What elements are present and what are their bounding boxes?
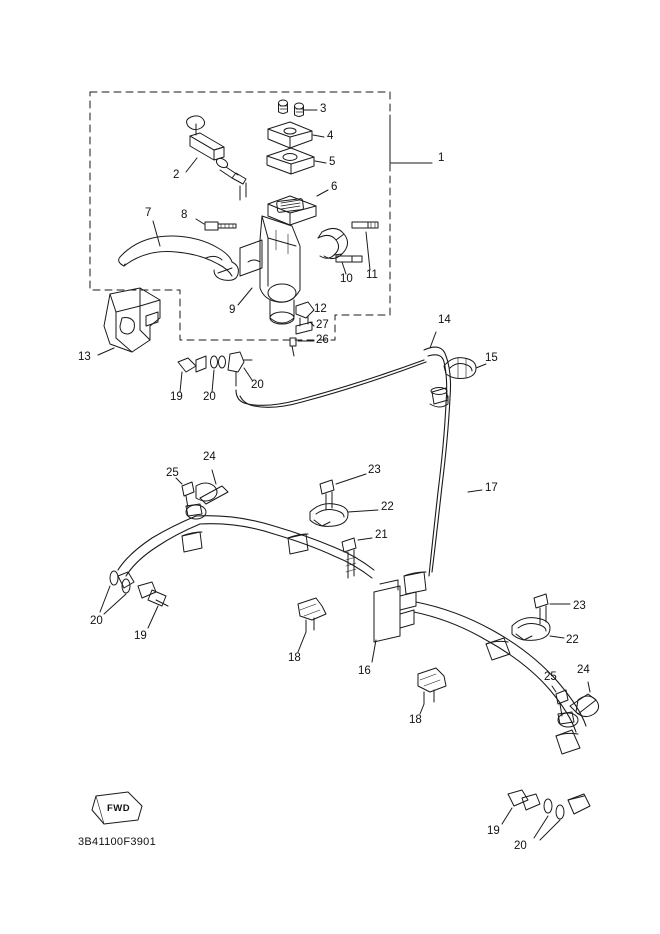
part-8-bolt — [205, 222, 236, 230]
part-19-20-upper — [178, 352, 252, 386]
leader-15 — [476, 364, 486, 368]
callout-23-center: 23 — [368, 464, 381, 476]
part-24-25-left — [182, 482, 228, 519]
part-5-plate — [267, 148, 314, 174]
leader-13 — [98, 348, 114, 355]
part-4-cap — [268, 122, 312, 148]
leader-20-left-a — [100, 586, 110, 612]
callout-22-center: 22 — [381, 501, 394, 513]
callout-25-right: 25 — [544, 671, 557, 683]
part-7-lever — [119, 236, 239, 280]
leader-11 — [366, 232, 370, 270]
leader-24-left — [212, 470, 216, 484]
leader-8 — [196, 219, 204, 224]
callout-20-upper-b: 20 — [251, 379, 264, 391]
callout-7: 7 — [145, 207, 152, 219]
leader-21 — [358, 538, 372, 540]
callout-19-upper: 19 — [170, 391, 183, 403]
part-21-bolt — [342, 538, 356, 578]
callout-24-right: 24 — [577, 664, 590, 676]
callout-14: 14 — [438, 314, 451, 326]
part-code: 3B41100F3901 — [78, 836, 157, 848]
leader-7 — [153, 221, 160, 246]
callout-11: 11 — [366, 269, 378, 281]
leader-22-center — [348, 510, 378, 512]
part-16-joint — [374, 580, 416, 642]
leader-24-right — [588, 682, 590, 692]
hose-left-lower — [118, 516, 374, 578]
callout-10: 10 — [340, 273, 353, 285]
callout-18-right: 18 — [409, 714, 422, 726]
callout-20-upper-a: 20 — [203, 391, 216, 403]
callout-5: 5 — [329, 156, 336, 168]
callout-23-right: 23 — [573, 600, 586, 612]
part-2-fitting — [187, 116, 246, 200]
hose-14-17 — [236, 347, 451, 594]
leader-9 — [238, 288, 252, 305]
leader-25-right — [552, 686, 556, 692]
callout-17: 17 — [485, 482, 498, 494]
part-3-bolts — [279, 100, 304, 117]
callout-6: 6 — [331, 181, 338, 193]
callout-24-left: 24 — [203, 451, 216, 463]
part-22-23-right — [512, 594, 550, 640]
hose-right-lower — [414, 602, 586, 754]
callout-22-right: 22 — [566, 634, 579, 646]
leader-6 — [317, 190, 328, 196]
leader-19-left — [148, 606, 158, 628]
master-cylinder-body — [240, 216, 300, 324]
callout-20-left: 20 — [90, 615, 103, 627]
part-22-23-center — [310, 480, 348, 526]
callout-8: 8 — [181, 209, 188, 221]
part-26-screw — [290, 338, 296, 356]
leader-20-left-b — [104, 594, 126, 614]
callout-27: 27 — [316, 319, 329, 331]
callout-25-left: 25 — [166, 467, 179, 479]
callout-19-left: 19 — [134, 630, 147, 642]
leader-16 — [372, 640, 376, 662]
part-18-guide-left — [298, 598, 326, 632]
callout-13: 13 — [78, 351, 91, 363]
leader-14 — [430, 332, 436, 348]
leader-22-right — [550, 636, 564, 638]
leader-18-right — [420, 704, 424, 714]
leader-4 — [313, 135, 324, 137]
leader-23-center — [336, 474, 366, 484]
leader-5 — [315, 161, 326, 163]
callout-1: 1 — [438, 152, 445, 164]
leader-18-left — [298, 632, 306, 652]
part-19-20-right-lower — [508, 790, 590, 819]
callout-21: 21 — [375, 529, 388, 541]
part-13-bracket — [104, 288, 160, 352]
callout-9: 9 — [229, 304, 236, 316]
part-18-guide-right — [418, 668, 446, 704]
fwd-label: FWD — [107, 803, 131, 814]
leader-19-upper — [180, 372, 182, 392]
callout-18-left: 18 — [288, 652, 301, 664]
callout-4: 4 — [327, 130, 334, 142]
callout-2: 2 — [173, 169, 180, 181]
part-12-switch — [296, 302, 314, 334]
callout-16: 16 — [358, 665, 371, 677]
callout-15: 15 — [485, 352, 498, 364]
callout-3: 3 — [320, 103, 327, 115]
leader-2 — [186, 158, 197, 172]
callout-20-right: 20 — [514, 840, 527, 852]
leader-20-upper-a — [212, 370, 214, 392]
callout-26: 26 — [316, 334, 329, 346]
callout-12: 12 — [314, 303, 327, 315]
leader-17 — [468, 490, 482, 492]
callout-19-right: 19 — [487, 825, 500, 837]
leader-19-right — [502, 808, 512, 824]
